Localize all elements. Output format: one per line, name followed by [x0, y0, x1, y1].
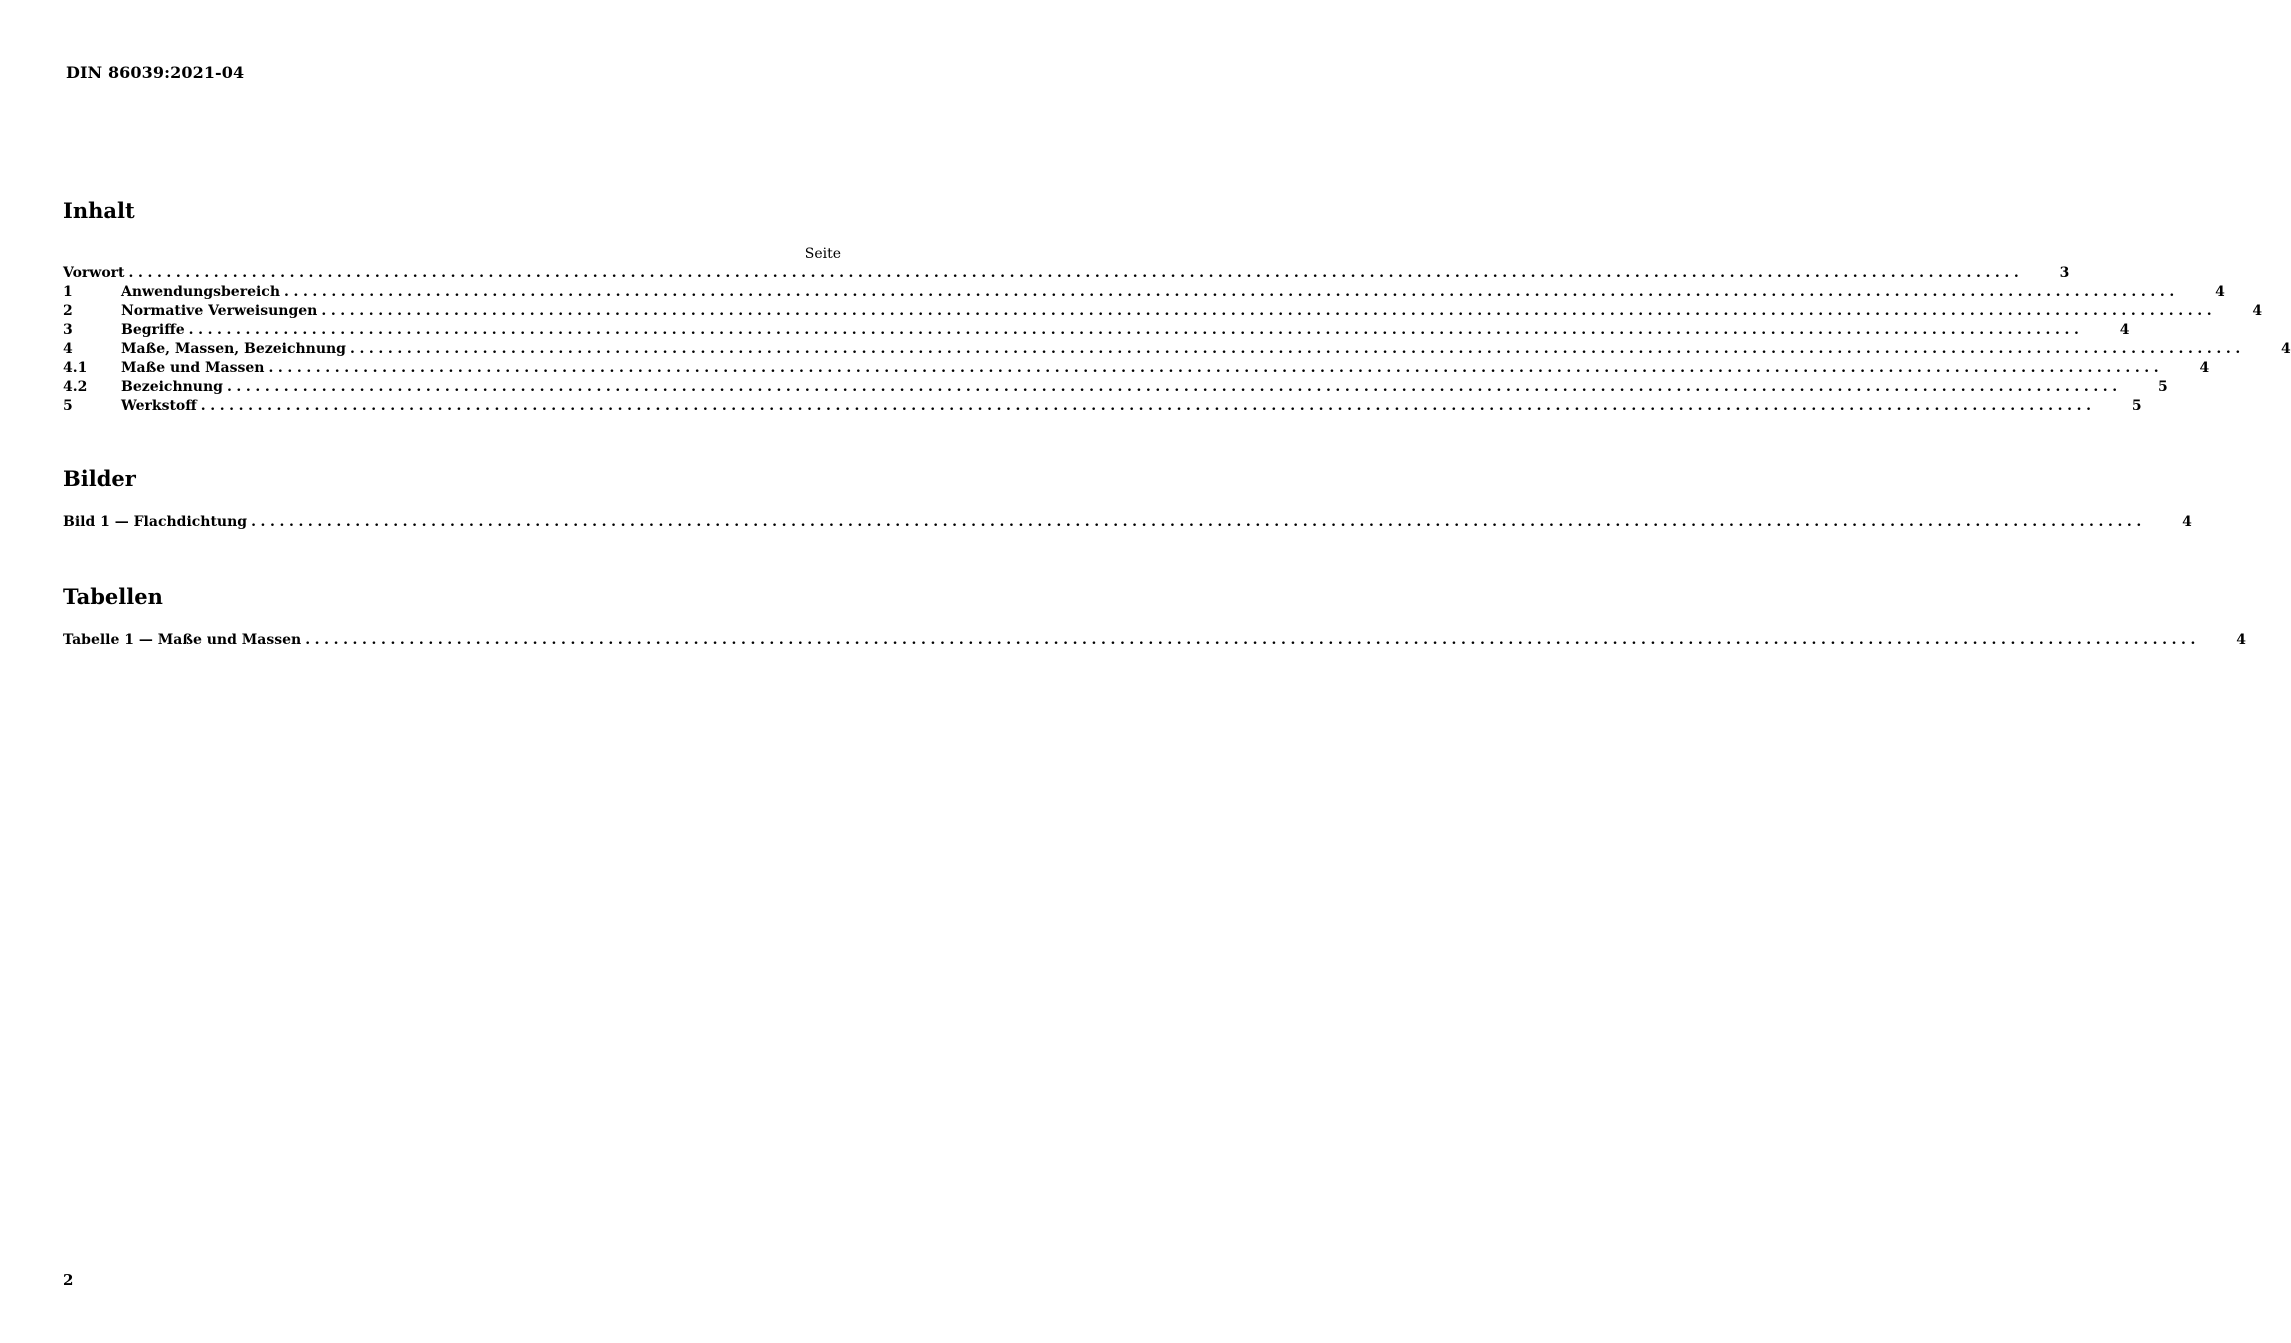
table-entry-1[interactable] — [63, 632, 2246, 651]
contents-heading: Inhalt — [63, 198, 135, 223]
toc-entry-number: 5 — [63, 398, 73, 414]
toc-leader-dots: ........................................................................................................................................................................................................ — [284, 284, 2179, 300]
toc-leader-dots: ........................................................................................................................................................................................................ — [128, 265, 2024, 281]
tables-heading: Tabellen — [63, 584, 163, 609]
toc-entry-page: 4 — [2215, 284, 2225, 300]
toc-entry-number: 4.1 — [63, 360, 88, 376]
toc-leader-dots: ........................................................................................................................................................................................................ — [321, 303, 2217, 319]
toc-entry-title: Werkstoff — [121, 398, 197, 414]
toc-entry-page: 3 — [2059, 265, 2070, 281]
document-identifier: DIN 86039:2021-04 — [66, 63, 245, 82]
toc-entry-page: 4 — [2119, 322, 2130, 338]
table-entry-page: 4 — [2236, 632, 2246, 648]
toc-entry-4-1[interactable] — [63, 360, 2210, 379]
toc-leader-dots: ........................................................................................................................................................................................................ — [305, 632, 2200, 648]
toc-leader-dots: ........................................................................................................................................................................................................ — [188, 322, 2084, 338]
figure-entry-page: 4 — [2182, 514, 2192, 530]
toc-entry-5[interactable] — [63, 398, 2142, 417]
toc-entry-number: 3 — [63, 322, 73, 338]
toc-entry-title: Anwendungsbereich — [121, 284, 280, 300]
page-number: 2 — [63, 1271, 74, 1289]
toc-entry-title: Vorwort — [63, 265, 125, 281]
toc-entry-number: 1 — [63, 284, 73, 300]
toc-entry-title: Begriffe — [121, 322, 185, 338]
toc-entry-page: 5 — [2158, 379, 2168, 395]
toc-entry-3[interactable] — [63, 322, 2130, 341]
page-column-label: Seite — [804, 246, 841, 262]
toc-entry-title: Bezeichnung — [121, 379, 223, 395]
toc-entry-number: 4 — [63, 341, 73, 357]
toc-leader-dots: ........................................................................................................................................................................................................ — [251, 514, 2146, 530]
figures-heading: Bilder — [63, 466, 136, 491]
table-entry-title: Tabelle 1 — Maße und Massen — [63, 632, 302, 648]
toc-entry-page: 5 — [2131, 398, 2142, 414]
toc-entry-page: 4 — [2252, 303, 2263, 319]
toc-entry-title: Maße und Massen — [121, 360, 265, 376]
toc-entry-title: Normative Verweisungen — [121, 303, 318, 319]
figure-entry-title: Bild 1 — Flachdichtung — [63, 514, 248, 530]
toc-entry-title: Maße, Massen, Bezeichnung — [121, 341, 346, 357]
toc-entry-4[interactable] — [63, 341, 2291, 360]
toc-leader-dots: ........................................................................................................................................................................................................ — [200, 398, 2096, 414]
figure-entry-1[interactable] — [63, 514, 2192, 533]
toc-leader-dots: ........................................................................................................................................................................................................ — [268, 360, 2164, 376]
toc-entry-page: 4 — [2199, 360, 2210, 376]
toc-leader-dots: ........................................................................................................................................................................................................ — [226, 379, 2122, 395]
toc-leader-dots: ........................................................................................................................................................................................................ — [349, 341, 2245, 357]
toc-entry-2[interactable] — [63, 303, 2263, 322]
toc-entry-page: 4 — [2281, 341, 2291, 357]
list-of-figures — [63, 514, 2192, 533]
list-of-tables — [63, 632, 2246, 651]
toc-entry-vorwort[interactable] — [63, 265, 2070, 284]
table-of-contents — [63, 265, 2291, 417]
toc-entry-1[interactable] — [63, 284, 2225, 303]
toc-entry-number: 4.2 — [63, 379, 88, 395]
toc-entry-number: 2 — [63, 303, 73, 319]
toc-entry-4-2[interactable] — [63, 379, 2168, 398]
